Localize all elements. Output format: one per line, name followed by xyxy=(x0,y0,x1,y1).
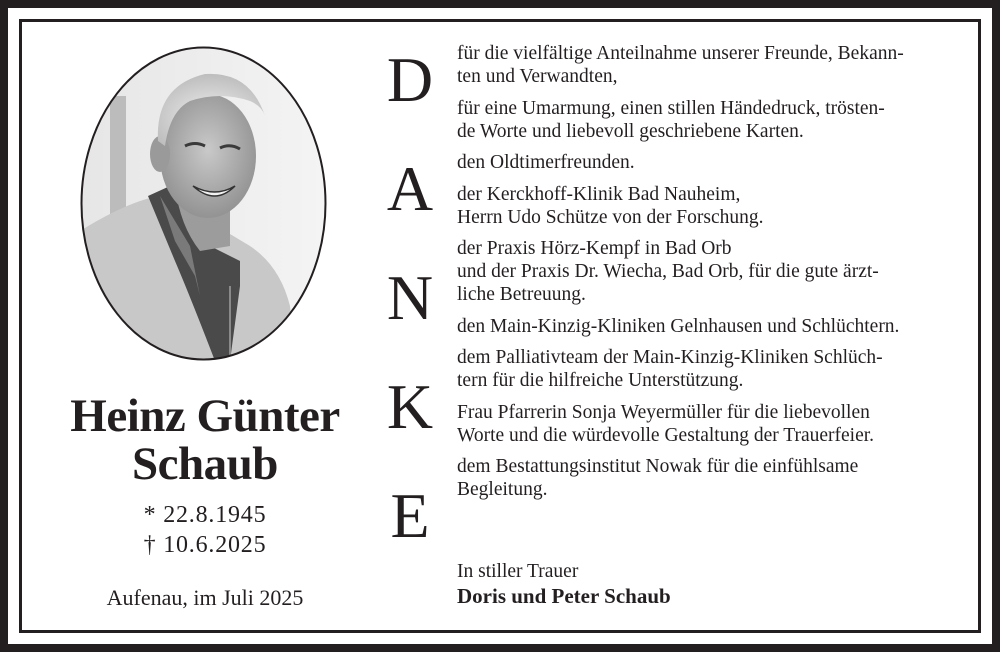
portrait-photo xyxy=(80,46,327,361)
thanks-item xyxy=(457,42,964,88)
text-line: der Kerckhoff-Klinik Bad Nauheim, xyxy=(457,183,741,205)
closing-block xyxy=(457,560,671,608)
text-line: Frau Pfarrerin Sonja Weyermüller für die liebevollen xyxy=(457,401,870,423)
text-line: liche Betreuung. xyxy=(457,284,586,305)
text-line: ten und Verwandten, xyxy=(457,66,618,87)
text-line: tern für die hilfreiche Unterstützung. xyxy=(457,370,744,391)
thanks-list xyxy=(457,42,964,510)
heading-letter-d: D xyxy=(386,44,434,115)
text-line: der Praxis Hörz-Kempf in Bad Orb xyxy=(457,238,732,259)
text-line: für eine Umarmung, einen stillen Händedruck, trösten- xyxy=(457,97,885,119)
thanks-item xyxy=(457,97,964,143)
mourners-signature: Doris und Peter Schaub xyxy=(457,584,671,608)
life-dates xyxy=(30,500,380,560)
thanks-item xyxy=(457,346,964,392)
place-and-date: Aufenau, im Juli 2025 xyxy=(106,585,304,610)
death-date: † 10.6.2025 xyxy=(143,532,267,558)
deceased-first-names: Heinz Günter xyxy=(70,390,340,442)
heading-letter-k: K xyxy=(386,371,434,442)
thanks-item xyxy=(457,315,964,338)
birth-date: * 22.8.1945 xyxy=(143,502,267,528)
text-line: Begleitung. xyxy=(457,479,548,500)
text-line: Worte und die würdevolle Gestaltung der Trauerfeier. xyxy=(457,424,875,446)
thanks-item xyxy=(457,151,964,174)
thanks-item xyxy=(457,183,964,229)
closing-intro: In stiller Trauer xyxy=(457,561,579,582)
thanks-item xyxy=(457,401,964,447)
text-line: dem Palliativteam der Main-Kinzig-Kliniken Schlüch- xyxy=(457,347,883,368)
text-line: und der Praxis Dr. Wiecha, Bad Orb, für die gute ärzt- xyxy=(457,261,879,282)
thanks-item xyxy=(457,455,964,501)
text-line: de Worte und liebevoll geschriebene Karten. xyxy=(457,120,804,142)
heading-letter-n: N xyxy=(386,262,434,333)
text-line: Herrn Udo Schütze von der Forschung. xyxy=(457,206,764,228)
text-line: für die vielfältige Anteilnahme unserer Freunde, Bekann- xyxy=(457,43,904,64)
deceased-name xyxy=(30,392,380,488)
deceased-surname: Schaub xyxy=(132,438,278,490)
text-line: den Main-Kinzig-Kliniken Gelnhausen und Schlüchtern. xyxy=(457,315,900,337)
text-line: den Oldtimerfreunden. xyxy=(457,152,635,173)
text-line: dem Bestattungsinstitut Nowak für die einfühlsame xyxy=(457,456,859,477)
heading-letter-a: A xyxy=(386,153,434,224)
heading-letter-e: E xyxy=(390,480,430,551)
thanks-item xyxy=(457,237,964,306)
